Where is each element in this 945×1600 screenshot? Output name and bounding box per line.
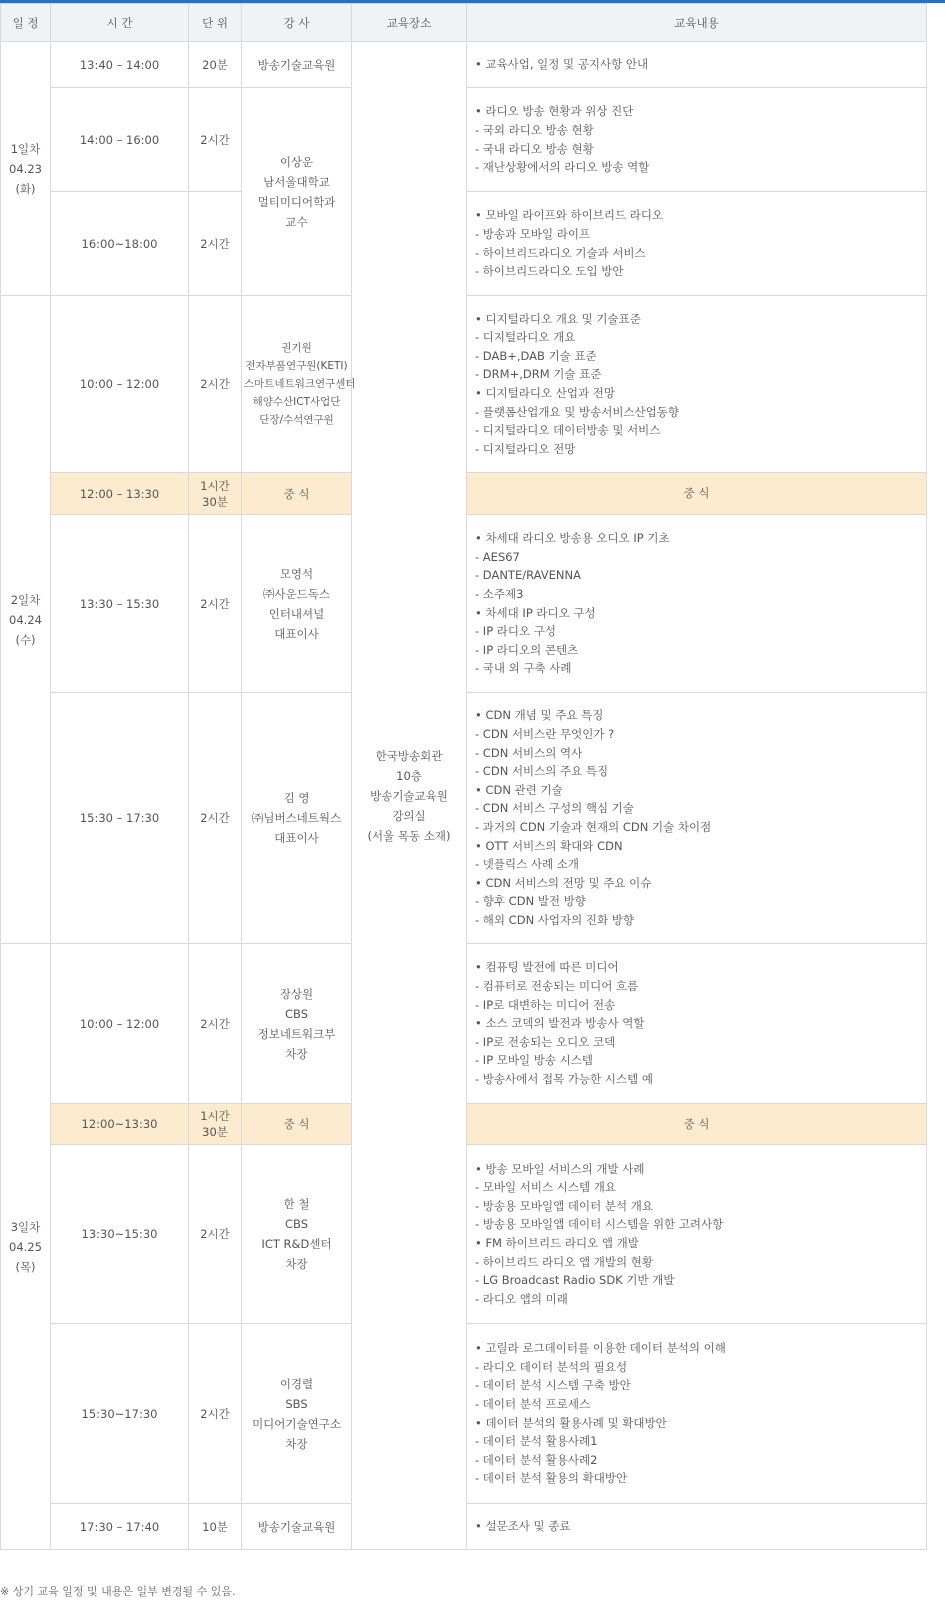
schedule-table <box>0 3 927 1550</box>
footnote: ※ 상기 교육 일정 및 내용은 일부 변경될 수 있음. <box>0 1585 236 1598</box>
content-cell: • 디지털라디오 개요 및 기술표준 - 디지털라디오 개요 - DAB+,DAB 기술 표준 - DRM+,DRM 기술 표준 • 디지털라디오 산업과 전망 - 플랫폼산업개요 및 방송서비스산업동향 - 디지털라디오 데이터방송 및 서비스 - 디지털라디오 전망 <box>467 296 927 473</box>
time-cell: 10:00 – 12:00 <box>51 944 189 1104</box>
content-cell: • 교육사업, 일정 및 공지사항 안내 <box>467 42 927 88</box>
instructor-cell: 중 식 <box>242 473 352 515</box>
unit-cell: 2시간 <box>189 693 242 944</box>
time-cell: 15:30~17:30 <box>51 1324 189 1504</box>
header-content: 교육내용 <box>467 4 927 42</box>
table-row <box>1 42 927 88</box>
time-cell: 13:30 – 15:30 <box>51 515 189 693</box>
unit-cell: 20분 <box>189 42 242 88</box>
content-cell: • 컴퓨팅 발전에 따른 미디어 - 컴퓨터로 전송되는 미디어 흐름 - IP로 대변하는 미디어 전송 • 소스 코덱의 발전과 방송사 역할 - IP로 전송되는 오디오 코덱 - IP 모바일 방송 시스템 - 방송사에서 접목 가능한 시스템 예 <box>467 944 927 1104</box>
content-cell: • 설문조사 및 종료 <box>467 1504 927 1550</box>
time-cell: 15:30 – 17:30 <box>51 693 189 944</box>
content-cell: • 모바일 라이프와 하이브리드 라디오 - 방송과 모바일 라이프 - 하이브리드라디오 기술과 서비스 - 하이브리드라디오 도입 방안 <box>467 192 927 296</box>
instructor-cell: 이상운 남서울대학교 멀티미디어학과 교수 <box>242 88 352 296</box>
instructor-cell: 모영석 ㈜사운드독스 인터내셔널 대표이사 <box>242 515 352 693</box>
unit-cell: 2시간 <box>189 515 242 693</box>
time-cell: 17:30 – 17:40 <box>51 1504 189 1550</box>
time-cell: 12:00~13:30 <box>51 1104 189 1145</box>
content-cell: • 고릴라 로그데이터를 이용한 데이터 분석의 이해 - 라디오 데이터 분석의 필요성 - 데이터 분석 시스템 구축 방안 - 데이터 분석 프로세스 • 데이터 분석의 활용사례 및 확대방안 - 데이터 분석 활용사례1 - 데이터 분석 활용사례2 - 데이터 분석 활용의 확대방안 <box>467 1324 927 1504</box>
day-cell: 2일차 04.24 (수) <box>1 296 51 944</box>
instructor-cell: 한 철 CBS ICT R&D센터 차장 <box>242 1145 352 1324</box>
content-cell: • CDN 개념 및 주요 특징 - CDN 서비스란 무엇인가 ? - CDN 서비스의 역사 - CDN 서비스의 주요 특징 • CDN 관련 기술 - CDN 서비스 구성의 핵심 기술 - 과거의 CDN 기술과 현재의 CDN 기술 차이점 • OTT 서비스의 확대와 CDN - 넷플릭스 사례 소개 • CDN 서비스의 전망 및 주요 이슈 - 향후 CDN 발전 방향 - 해외 CDN 사업자의 진화 방향 <box>467 693 927 944</box>
header-place: 교육장소 <box>352 4 467 42</box>
time-cell: 16:00~18:00 <box>51 192 189 296</box>
header-instructor: 강 사 <box>242 4 352 42</box>
header-unit: 단 위 <box>189 4 242 42</box>
content-cell: • 차세대 라디오 방송용 오디오 IP 기초 - AES67 - DANTE/RAVENNA - 소주제3 • 차세대 IP 라디오 구성 - IP 라디오 구성 - IP 라디오의 콘텐츠 - 국내 외 구축 사례 <box>467 515 927 693</box>
header-date: 일 정 <box>1 4 51 42</box>
content-cell: 중 식 <box>467 473 927 515</box>
unit-cell: 2시간 <box>189 88 242 192</box>
unit-cell: 1시간 30분 <box>189 473 242 515</box>
instructor-cell: 중 식 <box>242 1104 352 1145</box>
time-cell: 13:40 – 14:00 <box>51 42 189 88</box>
time-cell: 10:00 – 12:00 <box>51 296 189 473</box>
time-cell: 13:30~15:30 <box>51 1145 189 1324</box>
header-time: 시 간 <box>51 4 189 42</box>
unit-cell: 2시간 <box>189 1324 242 1504</box>
time-cell: 14:00 – 16:00 <box>51 88 189 192</box>
content-cell: • 라디오 방송 현황과 위상 진단 - 국외 라디오 방송 현황 - 국내 라디오 방송 현황 - 재난상황에서의 라디오 방송 역할 <box>467 88 927 192</box>
instructor-cell: 방송기술교육원 <box>242 42 352 88</box>
unit-cell: 2시간 <box>189 296 242 473</box>
unit-cell: 2시간 <box>189 1145 242 1324</box>
instructor-cell: 김 영 ㈜님버스네트웍스 대표이사 <box>242 693 352 944</box>
place-cell: 한국방송회관 10층 방송기술교육원 강의실 (서울 목동 소재) <box>352 42 467 1550</box>
unit-cell: 1시간 30분 <box>189 1104 242 1145</box>
instructor-cell: 방송기술교육원 <box>242 1504 352 1550</box>
day-cell: 1일차 04.23 (화) <box>1 42 51 296</box>
unit-cell: 2시간 <box>189 944 242 1104</box>
content-cell: • 방송 모바일 서비스의 개발 사례 - 모바일 서비스 시스템 개요 - 방송용 모바일앱 데이터 분석 개요 - 방송용 모바일앱 데이터 시스템을 위한 고려사항 • FM 하이브리드 라디오 앱 개발 - 하이브리드 라디오 앱 개발의 현황 - LG Broadcast Radio SDK 기반 개발 - 라디오 앱의 미래 <box>467 1145 927 1324</box>
time-cell: 12:00 – 13:30 <box>51 473 189 515</box>
content-cell: 중 식 <box>467 1104 927 1145</box>
instructor-cell: 이경렬 SBS 미디어기술연구소 차장 <box>242 1324 352 1504</box>
instructor-cell: 장상원 CBS 정보네트워크부 차장 <box>242 944 352 1104</box>
day-cell: 3일차 04.25 (목) <box>1 944 51 1550</box>
header-row <box>1 4 927 42</box>
unit-cell: 2시간 <box>189 192 242 296</box>
instructor-cell: 권기원 전자부품연구원(KETI) 스마트네트워크연구센터 해양수산ICT사업단 단장/수석연구원 <box>242 296 352 473</box>
unit-cell: 10분 <box>189 1504 242 1550</box>
